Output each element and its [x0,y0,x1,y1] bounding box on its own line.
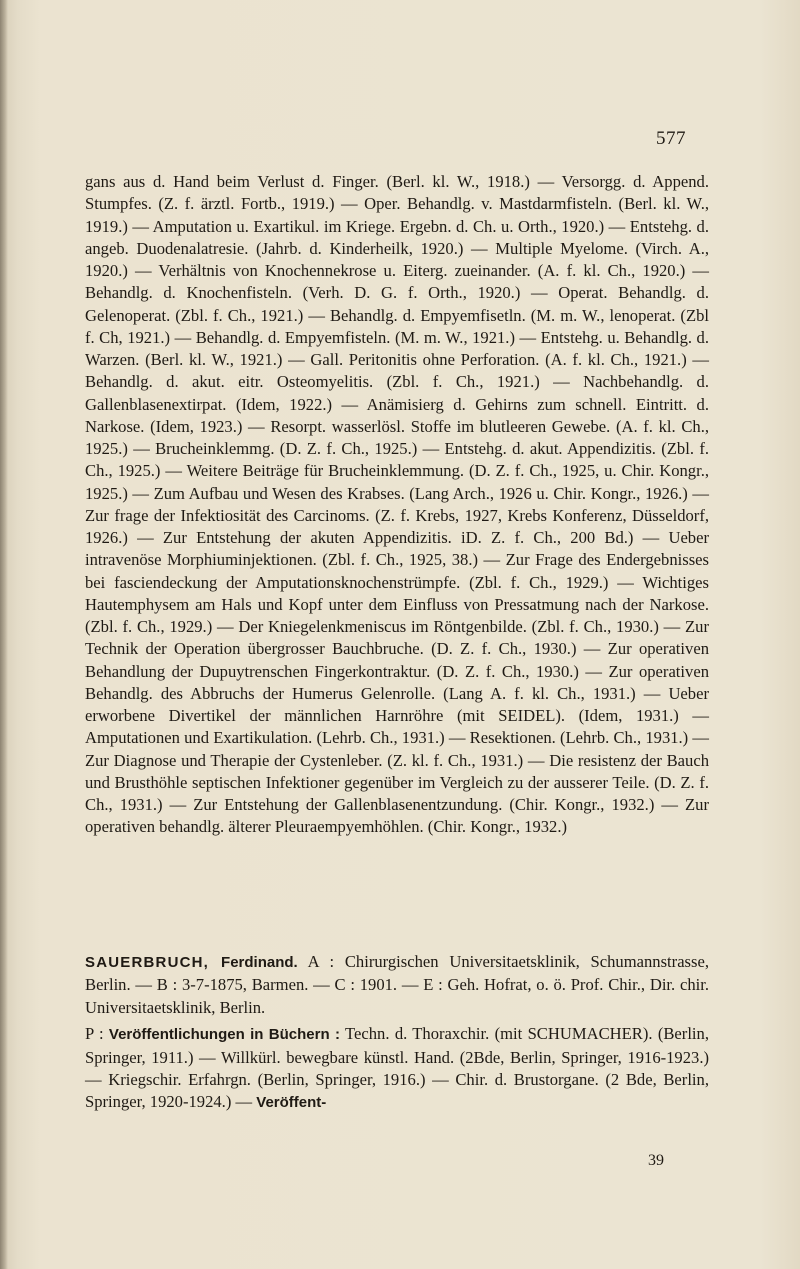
bibliography-paragraph: gans aus d. Hand beim Verlust d. Finger. (Berl. kl. W., 1918.) — Versorgg. d. Append. Stumpfes. (Z. f. ärztl. Fortb., 1919.) — Oper. Behandlg. v. Mastdarmfisteln. (Berl. kl. W., 1919.) — Amputation u. Exartikul. im Kriege. Ergebn. d. Ch. u. Orth., 1920.) — Entstehg. d. angeb. Duodenalatresie. (Jahrb. d. Kinderheilk, 1920.) — Multiple Myelome. (Virch. A., 1920.) — Verhältnis von Knochennekrose u. Eiterg. zueinander. (A. f. kl. Ch., 1920.) — Behandlg. d. Knochenfisteln. (Verh. D. G. f. Orth., 1920.) — Operat. Behandlg. d. Gelenoperat. (Zbl. f. Ch., 1921.) — Behandlg. d. Empyemfisetln. (M. m. W., lenoperat. (Zbl f. Ch, 1921.) — Behandlg. d. Empyemfisteln. (M. m. W., 1921.) — Entstehg. u. Behandlg. d. Warzen. (Berl. kl. W., 1921.) — Gall. Peritonitis ohne Perforation. (A. f. kl. Ch., 1921.) — Behandlg. d. akut. eitr. Osteomyelitis. (Zbl. f. Ch., 1921.) — Nachbehandlg. d. Gallenblasenextirpat. (Idem, 1922.) — Anämisierg d. Gehirns zum schnell. Eintritt. d. Narkose. (Idem, 1923.) — Resorpt. wasserlösl. Stoffe im blutleeren Gewebe. (A. f. kl. Ch., 1925.) — Brucheinklemmg. (D. Z. f. Ch., 1925.) — Entstehg. d. akut. Appendizitis. (Zbl. f. Ch., 1925.) — Weitere Beiträge für Brucheinklemmung. (D. Z. f. Ch., 1925, u. Chir. Kongr., 1925.) — Zum Aufbau und Wesen des Krabses. (Lang Arch., 1926 u. Chir. Kongr., 1926.) — Zur frage der Infektiosität des Carcinoms. (Z. f. Krebs, 1927, Krebs Konferenz, Düsseldorf, 1926.) — Zur Entstehung der akuten Appendizitis. iD. Z. f. Ch., 200 Bd.) — Ueber intravenöse Morphiuminjektionen. (Zbl. f. Ch., 1925, 38.) — Zur Frage des Endergebnisses bei fasciendeckung der Amputationsknochenstrümpfe. (Zbl. f. Ch., 1929.) — Wichtiges Hautemphysem am Hals und Kopf unter dem Einfluss von Pressatmung nach der Narkose. (Zbl. f. Ch., 1929.) — Der Kniegelenkmeniscus im Röntgenbilde. (Zbl. f. Ch., 1930.) — Zur Technik der Operation übergrosser Bauchbruche. (D. Z. f. Ch., 1930.) — Zur operativen Behandlung der Dupuytrenschen Fingerkontraktur. (D. Z. f. Ch., 1930.) — Zur operativen Behandlg. des Abbruchs der Humerus Gelenrolle. (Lang A. f. kl. Ch., 1931.) — Ueber erworbene Divertikel der männlichen Harnröhre (mit SEIDEL). (Idem, 1931.) — Amputationen und Exartikulation. (Lehrb. Ch., 1931.) — Resektionen. (Lehrb. Ch., 1931.) — Zur Diagnose und Therapie der Cystenleber. (Z. kl. f. Ch., 1931.) — Die resistenz der Bauch und Brusthöhle septischen Infektioner gegenüber im Vergleich zu der ausserer Teile. (D. Z. f. Ch., 1931.) — Zur Entstehung der Gallenblasenentzundung. (Chir. Kongr., 1932.) — Zur operativen behandlg. älterer Pleuraempyemhöhlen. (Chir. Kongr., 1932.) [85,172,709,837]
continued-bibliography [85,171,709,839]
entry-surname: SAUERBRUCH [85,954,204,971]
signature-mark: 39 [648,1152,664,1169]
publications-prefix: P : [85,1024,104,1044]
biography-entry [85,951,709,1115]
entry-details: A : Chirurgischen Universitaetsklinik, Schumannstrasse, Berlin. — B : 3-7-1875, Barmen. — C : 1901. — E : Geh. Hofrat, o. ö. Prof. Chir., Dir. chir. Universitaetsklinik, Berlin. [85,952,709,1017]
entry-name-separator: , [203,954,222,971]
publications-label: Veröffentlichungen in Büchern : [108,1026,340,1044]
publications-text: Techn. d. Thoraxchir. (mit SCHUMACHER). (Berlin, Springer, 1911.) — Willkürl. bewegbare künstl. Hand. (2Bde, Berlin, Springer, 1916-1923.) — Kriegschir. Erfahrgn. (Berlin, Springer, 1916.) — Chir. d. Brustorgane. (2 Bde, Berlin, Springer, 1920-1924.) — [85,1024,709,1112]
page-number: 577 [656,128,686,149]
entry-given-name: Ferdinand. [221,954,298,971]
book-spine-shadow [0,0,8,1269]
entry-publications [85,1023,709,1115]
entry-header [85,951,709,1019]
publications-continued: Veröffent- [256,1094,327,1112]
